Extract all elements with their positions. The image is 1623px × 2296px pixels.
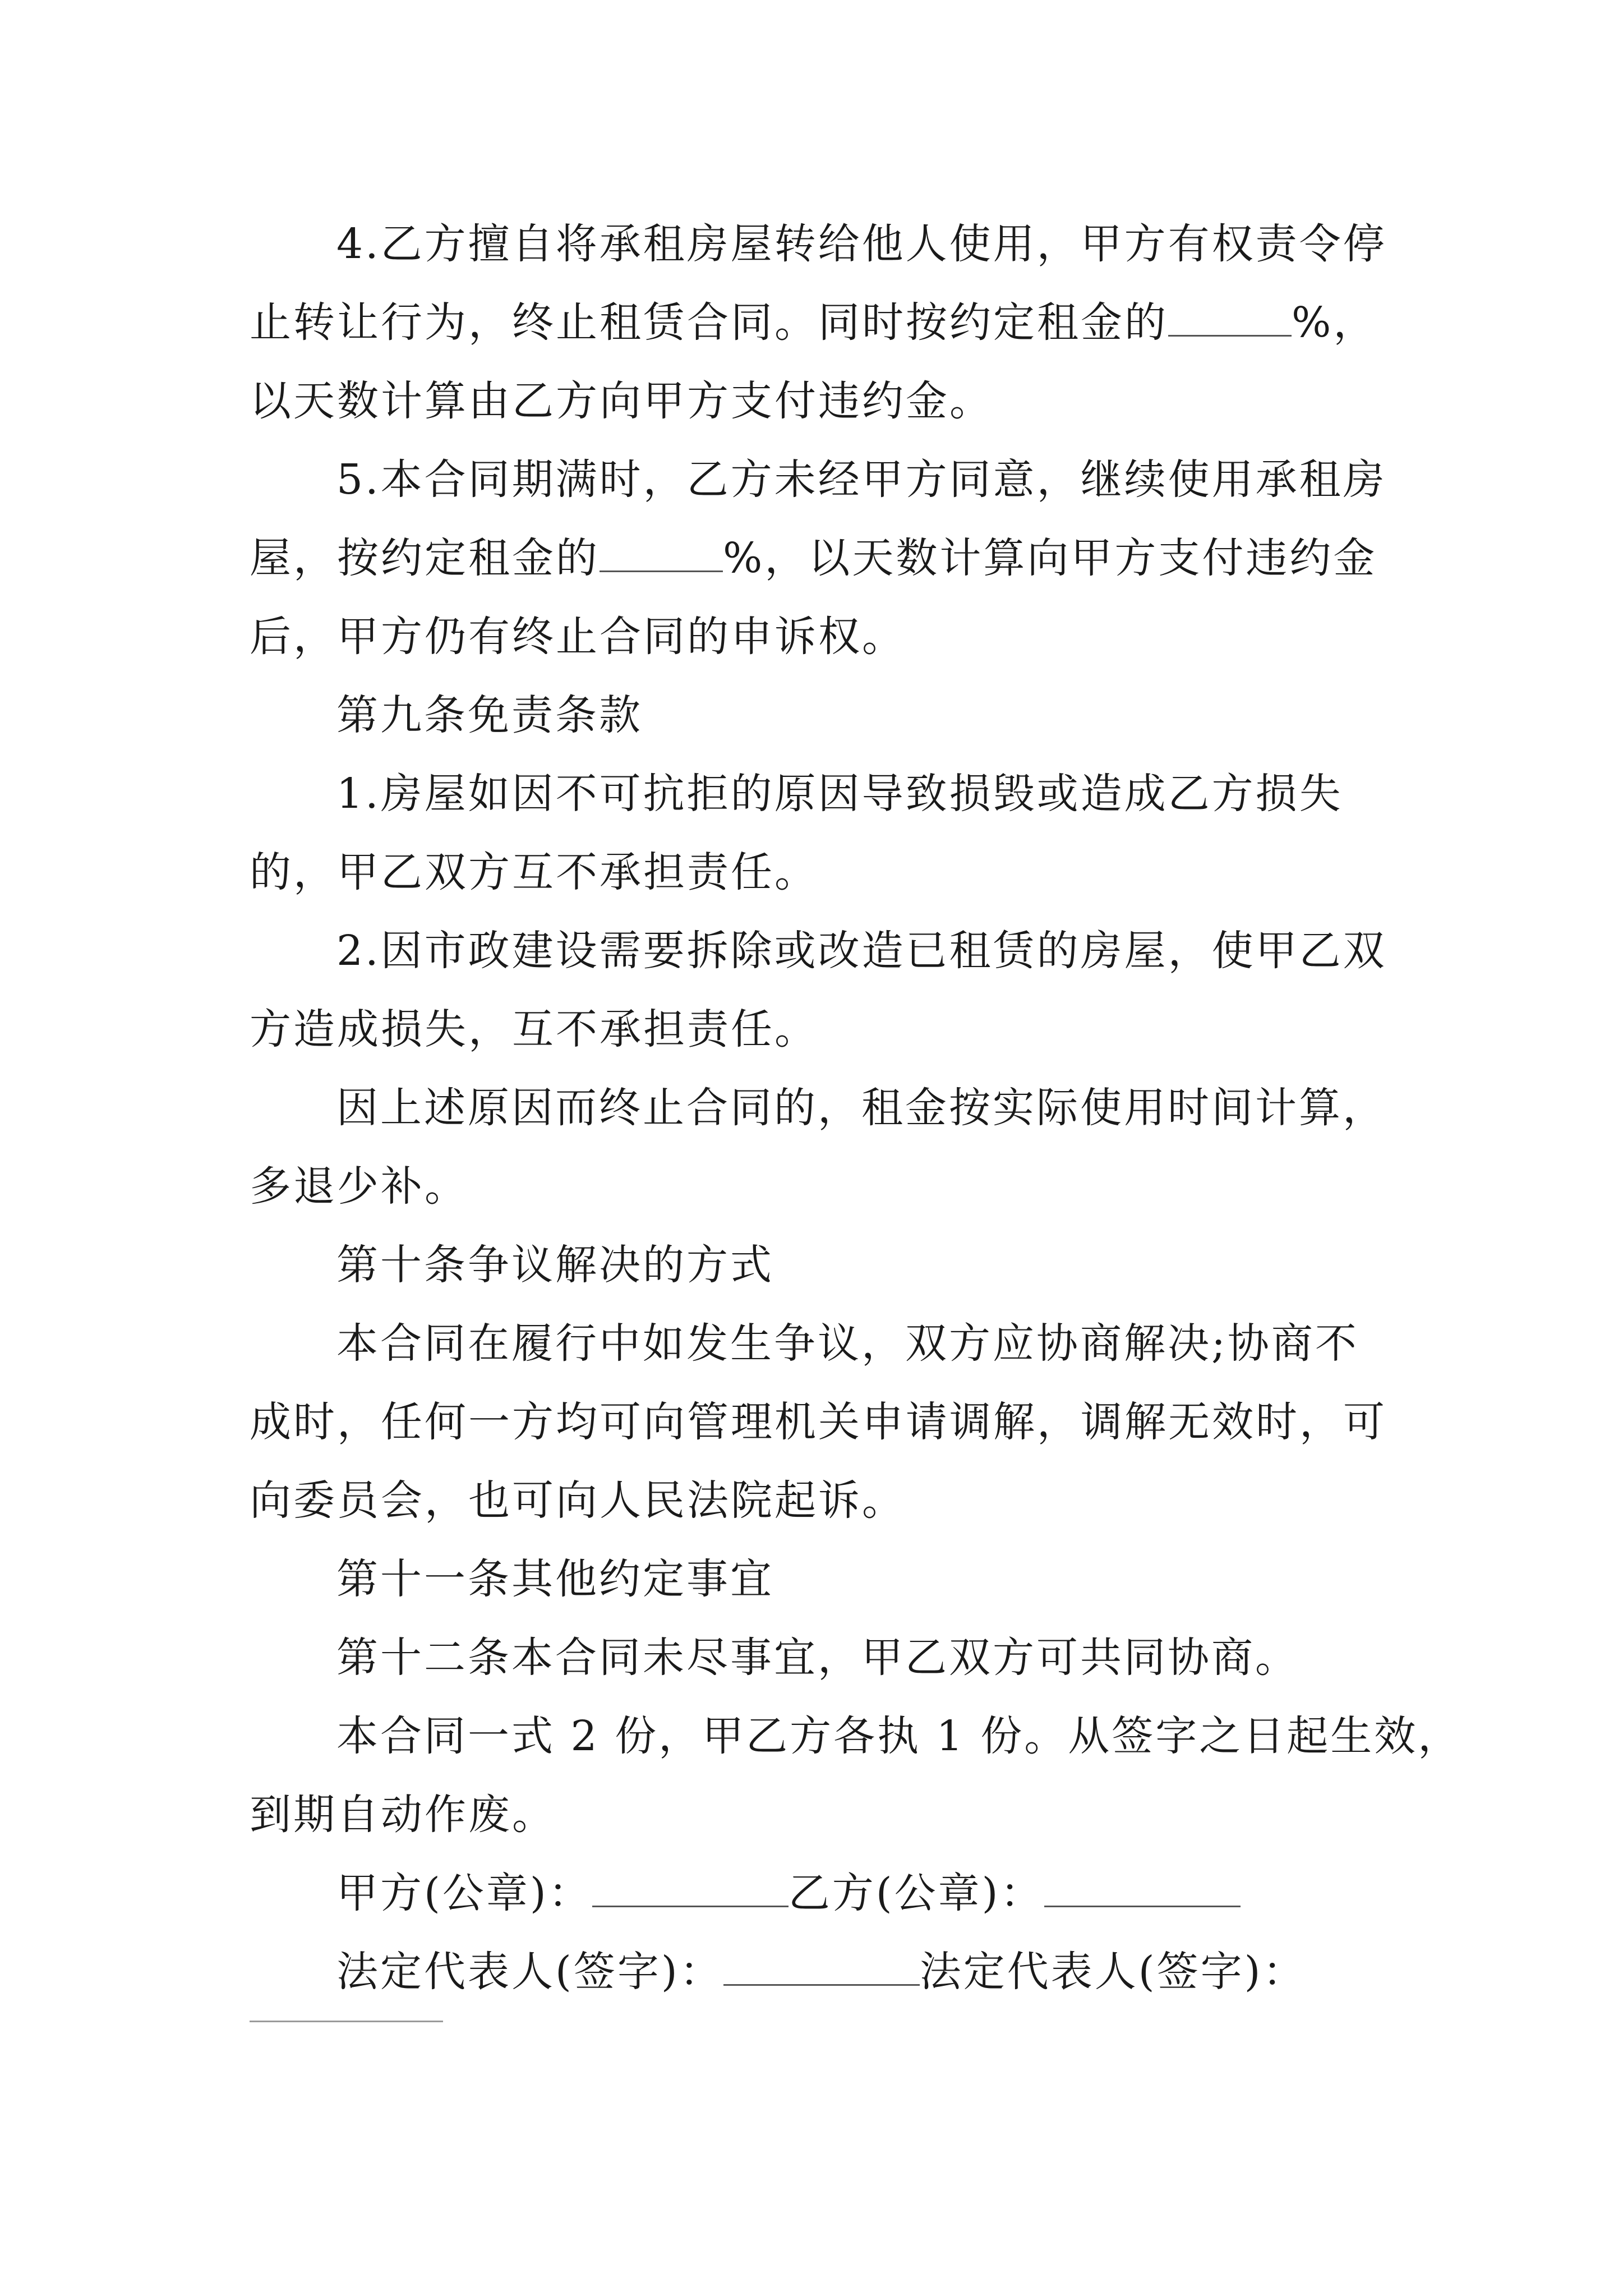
signature-rep-row [336,1944,1475,2000]
clause-9-note-line-2: 多退少补。 [250,1162,468,1211]
party-b-rep-label: 法定代表人(签字)： [919,1948,1307,1996]
clause-10-line-3: 向委员会，也可向人民法院起诉。 [250,1476,906,1525]
signature-seal-row [336,1865,1475,1921]
clause-9-note-line-1: 因上述原因而终止合同的，租金按实际使用时间计算， [336,1084,1386,1132]
party-a-rep-label: 法定代表人(签字)： [336,1948,723,1996]
clause-8-item-5-line-1: 5.本合同期满时，乙方未经甲方同意，继续使用承租房 [336,455,1387,504]
copies-line-2: 到期自动作废。 [250,1791,556,1839]
party-a-seal-label: 甲方(公章)： [336,1869,592,1917]
clause-8-item-4-line-2: 止转让行为，终止租赁合同。同时按约定租金的 %， [250,295,1388,351]
clause-8-item-5-line-3: 后，甲方仍有终止合同的申诉权。 [250,613,906,661]
clause-12-heading: 第十二条本合同未尽事宜，甲乙双方可共同协商。 [336,1634,1299,1682]
clause-9-item-2-line-1: 2.因市政建设需要拆除或改造已租赁的房屋，使甲乙双 [336,927,1387,975]
clause-10-line-2: 成时，任何一方均可向管理机关申请调解，调解无效时，可 [250,1398,1387,1446]
clause-9-heading: 第九条免责条款 [336,691,643,739]
clause-10-heading: 第十条争议解决的方式 [336,1241,774,1289]
clause-9-item-1-line-2: 的，甲乙双方互不承担责任。 [250,848,818,896]
party-a-seal-blank [592,1865,789,1907]
clause-8-item-4-line-3: 以天数计算由乙方向甲方支付违约金。 [250,377,993,425]
penalty-rate-blank-2 [600,530,723,572]
copies-line-1: 本合同一式 2 份，甲乙方各执 1 份。从签字之日起生效， [336,1712,1462,1760]
clause-9-item-1-line-1: 1.房屋如因不可抗拒的原因导致损毁或造成乙方损失 [336,770,1343,818]
clause-11-heading: 第十一条其他约定事宜 [336,1555,774,1603]
party-b-seal-blank [1044,1865,1241,1907]
party-b-seal-label: 乙方(公章)： [788,1869,1044,1917]
clause-8-item-4-line-1: 4.乙方擅自将承租房屋转给他人使用，甲方有权责令停 [336,220,1387,268]
clause-10-line-1: 本合同在履行中如发生争议，双方应协商解决;协商不 [336,1319,1359,1368]
penalty-rate-blank-1 [1168,295,1292,337]
party-a-rep-blank [723,1944,920,1986]
clause-8-item-5-line-2: 屋，按约定租金的 %，以天数计算向甲方支付违约金 [250,530,1388,586]
footnote-rule [250,2021,443,2022]
clause-9-item-2-line-2: 方造成损失，互不承担责任。 [250,1005,818,1053]
